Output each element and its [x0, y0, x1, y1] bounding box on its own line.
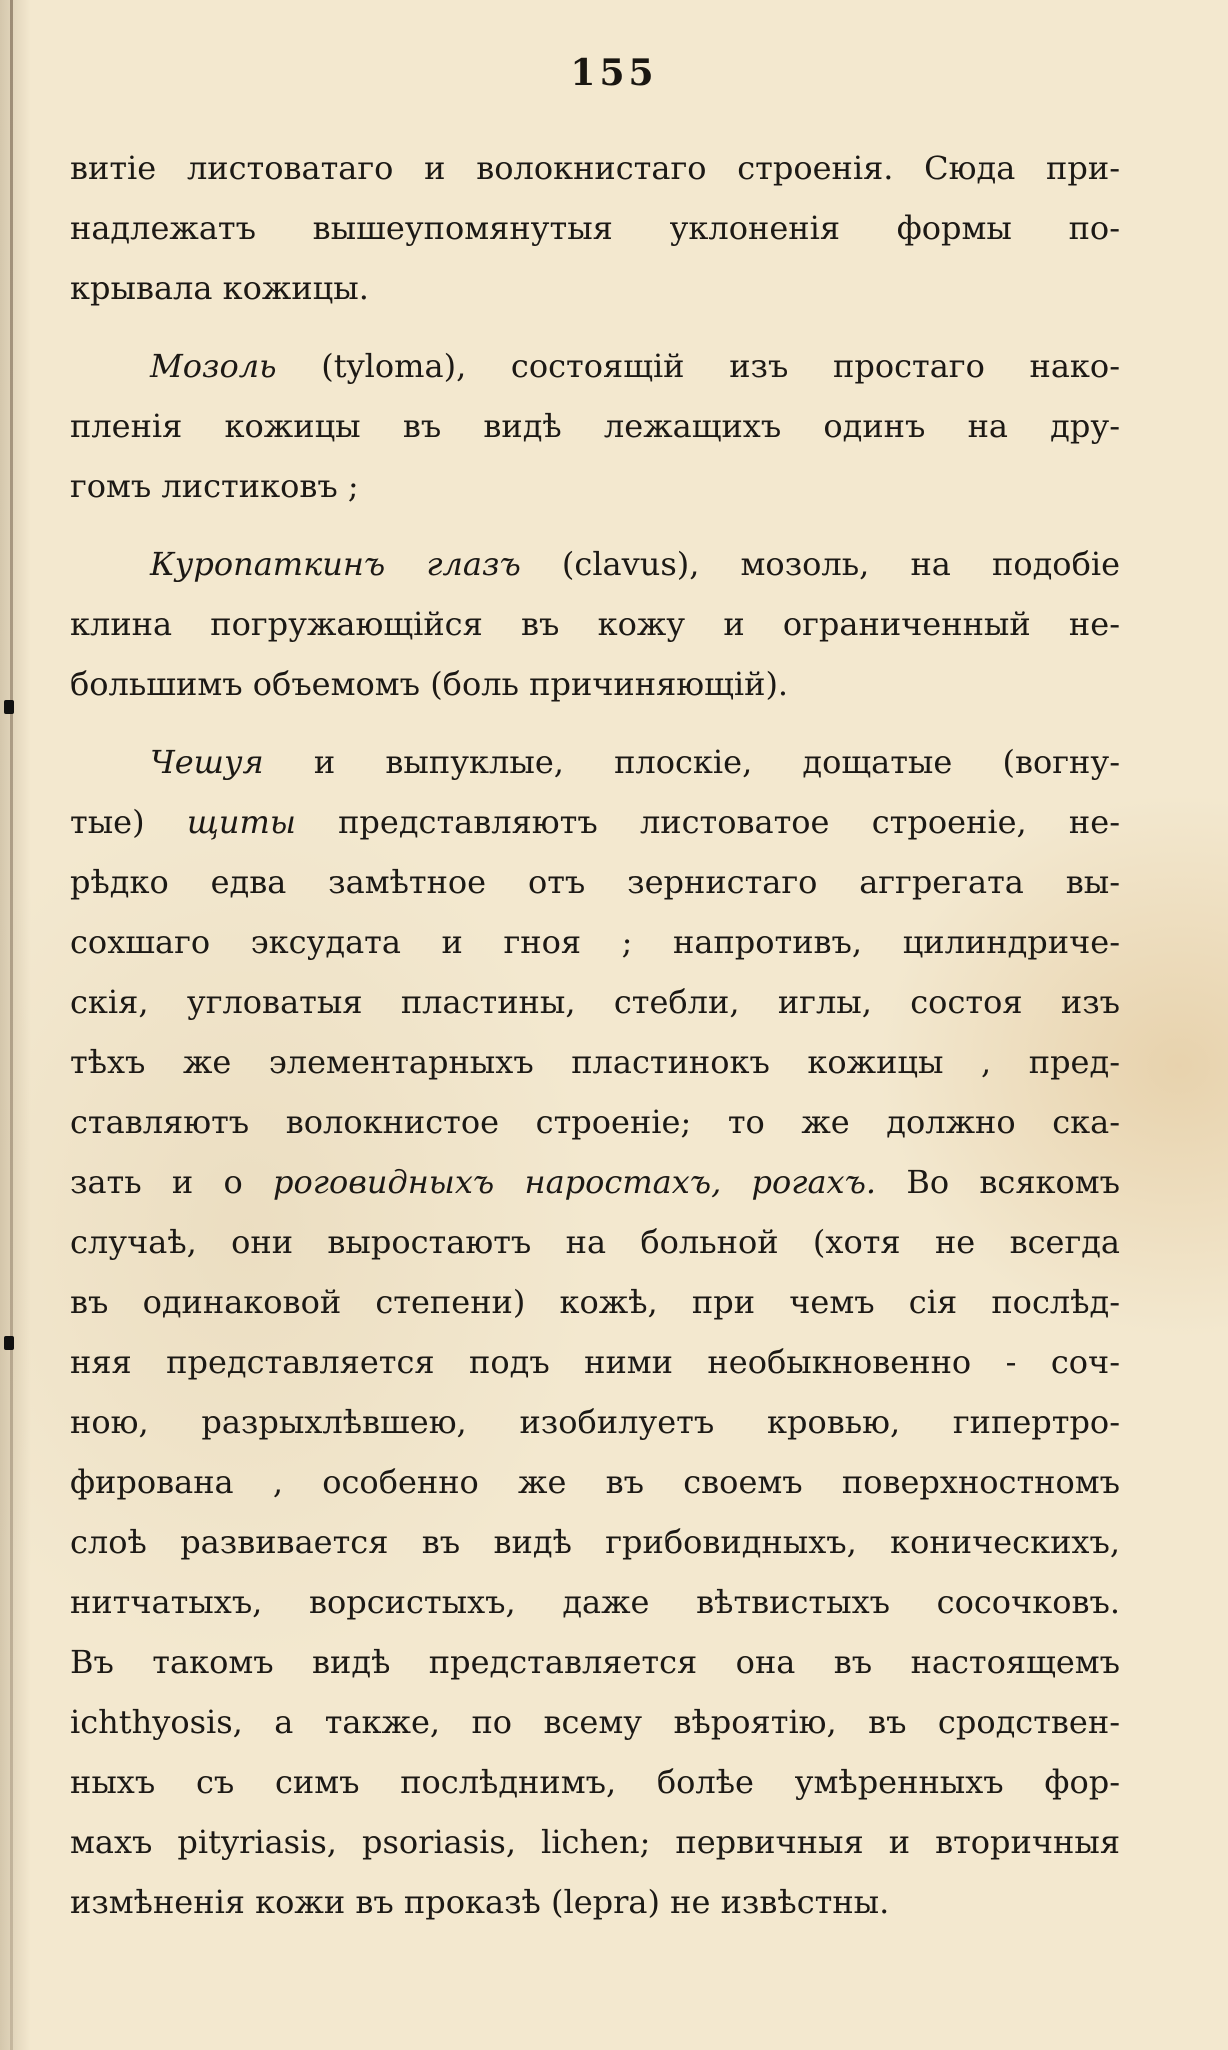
- paragraph: [70, 138, 1120, 318]
- text-run: нитчатыхъ, ворсистыхъ, даже вѣтвистыхъ сосочковъ.: [70, 1583, 1120, 1621]
- text-run: махъ pityriasis, psoriasis, lichen; первичныя и вторичныя: [70, 1823, 1120, 1861]
- text-run: зать и о: [70, 1163, 274, 1201]
- text-line: [70, 1152, 1120, 1212]
- text-run: клина погружающійся въ кожу и ограниченный не-: [70, 605, 1120, 643]
- text-line: [70, 594, 1120, 654]
- text-run: большимъ объемомъ (боль причиняющій).: [70, 665, 789, 703]
- text-run: тѣхъ же элементарныхъ пластинокъ кожицы , пред-: [70, 1043, 1120, 1081]
- text-run: измѣненія кожи въ проказѣ (lepra) не извѣстны.: [70, 1883, 890, 1921]
- text-run: ною, разрыхлѣвшею, изобилуетъ кровью, гипертро-: [70, 1403, 1120, 1441]
- text-run: сохшаго эксудата и гноя ; напротивъ, цилиндриче-: [70, 923, 1120, 961]
- text-line: [70, 1212, 1120, 1272]
- text-line: [70, 198, 1120, 258]
- text-line: [70, 1092, 1120, 1152]
- text-run: няя представляется подъ ними необыкновенно - соч-: [70, 1343, 1120, 1381]
- text-run: скія, угловатыя пластины, стебли, иглы, состоя изъ: [70, 983, 1120, 1021]
- italic-term: Чешуя: [150, 743, 264, 781]
- text-line: [70, 336, 1120, 396]
- italic-term: Куропаткинъ глазъ: [150, 545, 521, 583]
- text-run: витіе листоватаго и волокнистаго строенія. Сюда при-: [70, 149, 1120, 187]
- text-run: пленія кожицы въ видѣ лежащихъ одинъ на дру-: [70, 407, 1120, 445]
- text-run: Во всякомъ: [876, 1163, 1120, 1201]
- text-run: крывала кожицы.: [70, 269, 369, 307]
- text-run: рѣдко едва замѣтное отъ зернистаго аггрегата вы-: [70, 863, 1120, 901]
- margin-mark: [4, 1336, 14, 1350]
- text-run: ныхъ съ симъ послѣднимъ, болѣе умѣренныхъ фор-: [70, 1763, 1120, 1801]
- text-line: [70, 732, 1120, 792]
- paragraph: [70, 732, 1120, 1932]
- text-run: ставляютъ волокнистое строеніе; то же должно ска-: [70, 1103, 1120, 1141]
- italic-term: роговидныхъ наростахъ, рогахъ.: [273, 1163, 877, 1201]
- text-line: [70, 912, 1120, 972]
- text-line: [70, 396, 1120, 456]
- text-line: [70, 852, 1120, 912]
- text-line: [70, 1572, 1120, 1632]
- page-number: 155: [570, 52, 658, 94]
- paragraph: [70, 534, 1120, 714]
- page-spine-edge: [10, 0, 13, 2050]
- text-run: (clavus), мозоль, на подобіе: [520, 545, 1120, 583]
- text-run: тые): [70, 803, 187, 841]
- text-run: гомъ листиковъ ;: [70, 467, 359, 505]
- text-line: [70, 654, 1120, 714]
- text-line: [70, 1812, 1120, 1872]
- text-run: надлежатъ вышеупомянутыя уклоненія формы по-: [70, 209, 1120, 247]
- text-run: ichthyosis, а также, по всему вѣроятію, въ сродствен-: [70, 1703, 1120, 1741]
- margin-mark: [4, 700, 14, 714]
- text-line: [70, 1752, 1120, 1812]
- text-line: [70, 258, 1120, 318]
- text-run: Въ такомъ видѣ представляется она въ настоящемъ: [70, 1643, 1120, 1681]
- text-line: [70, 1872, 1120, 1932]
- text-line: [70, 534, 1120, 594]
- text-run: и выпуклые, плоскіе, дощатые (вогну-: [263, 743, 1120, 781]
- text-run: въ одинаковой степени) кожѣ, при чемъ сія послѣд-: [70, 1283, 1120, 1321]
- text-line: [70, 1032, 1120, 1092]
- text-line: [70, 1512, 1120, 1572]
- text-line: [70, 792, 1120, 852]
- text-run: (tyloma), состоящій изъ простаго нако-: [276, 347, 1120, 385]
- text-line: [70, 972, 1120, 1032]
- text-line: [70, 1272, 1120, 1332]
- text-run: случаѣ, они выростаютъ на больной (хотя не всегда: [70, 1223, 1120, 1261]
- paragraph: [70, 336, 1120, 516]
- text-run: слоѣ развивается въ видѣ грибовидныхъ, коническихъ,: [70, 1523, 1120, 1561]
- text-run: фирована , особенно же въ своемъ поверхностномъ: [70, 1463, 1120, 1501]
- text-line: [70, 138, 1120, 198]
- text-line: [70, 1392, 1120, 1452]
- text-line: [70, 1632, 1120, 1692]
- text-line: [70, 1332, 1120, 1392]
- text-run: представляютъ листоватое строеніе, не-: [295, 803, 1120, 841]
- text-line: [70, 1692, 1120, 1752]
- italic-term: Мозоль: [150, 347, 277, 385]
- text-line: [70, 1452, 1120, 1512]
- body-text: [70, 138, 1120, 1950]
- italic-term: щиты: [186, 803, 296, 841]
- text-line: [70, 456, 1120, 516]
